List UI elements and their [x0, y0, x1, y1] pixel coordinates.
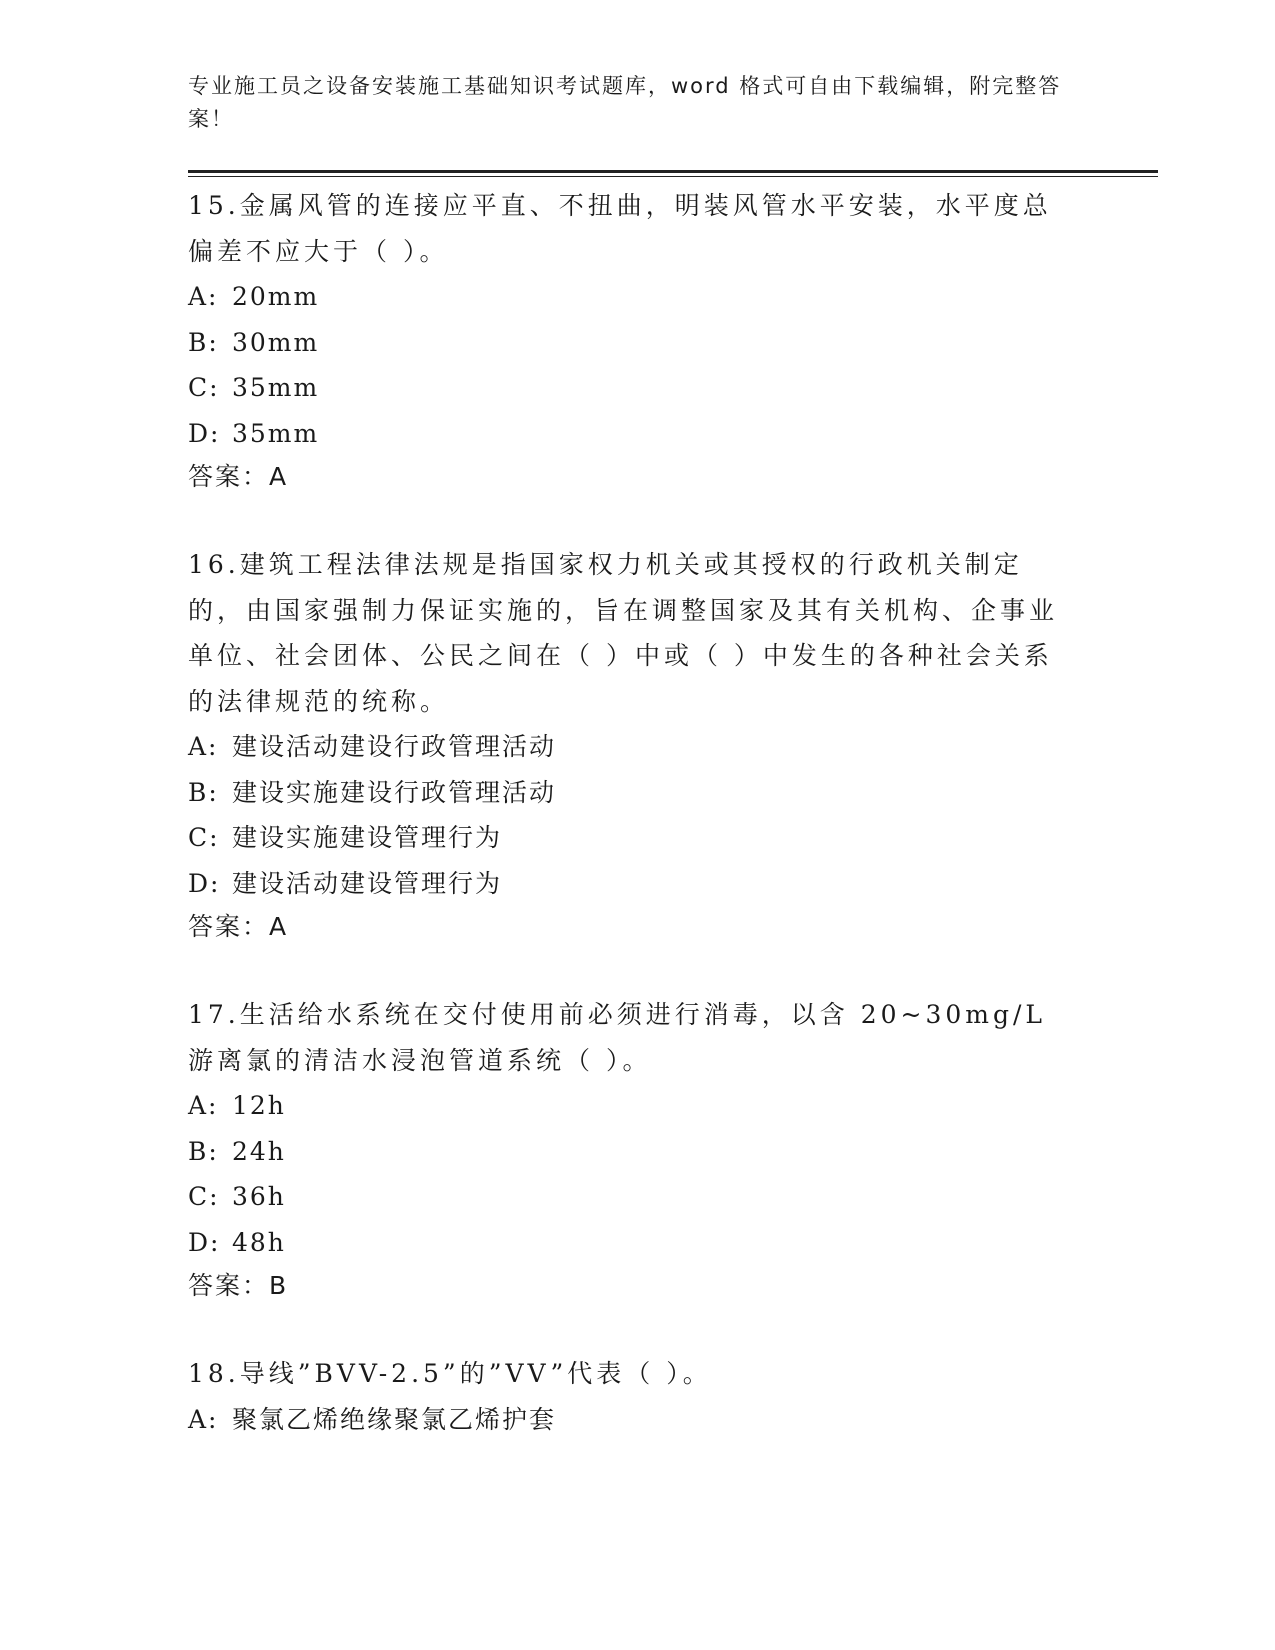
question-stem: 17.生活给水系统在交付使用前必须进行消毒，以含 20~30mg/L 游离氯的清洁水浸泡管道系统（ ）。 — [188, 1000, 1047, 1075]
answer-line: 答案：A — [188, 462, 289, 491]
option-d — [188, 1220, 1158, 1266]
option-text: 48h — [232, 1227, 286, 1257]
option-text: 建设活动建设行政管理活动 — [232, 732, 557, 761]
option-a — [188, 1083, 1158, 1129]
option-letter: D: — [188, 868, 221, 898]
question-15 — [188, 183, 1158, 498]
option-text: 30mm — [232, 327, 320, 357]
option-text: 35mm — [232, 373, 320, 402]
option-b — [188, 1129, 1158, 1175]
option-letter: C: — [188, 823, 220, 852]
option-letter: D: — [188, 418, 221, 448]
question-17 — [188, 992, 1158, 1307]
question-stem: 15.金属风管的连接应平直、不扭曲，明装风管水平安装，水平度总偏差不应大于（ ）。 — [188, 191, 1052, 266]
question-stem: 18.导线”BVV-2.5”的”VV”代表（ ）。 — [188, 1359, 712, 1388]
option-text: 建设实施建设管理行为 — [232, 823, 503, 852]
option-b — [188, 320, 1158, 366]
question-18 — [188, 1351, 1158, 1442]
header-divider-thick — [188, 170, 1158, 173]
answer-line: 答案：B — [188, 1271, 289, 1300]
option-d — [188, 861, 1158, 907]
option-letter: B: — [188, 1136, 219, 1166]
option-text: 聚氯乙烯绝缘聚氯乙烯护套 — [232, 1404, 557, 1434]
option-b — [188, 770, 1158, 816]
question-stem: 16.建筑工程法律法规是指国家权力机关或其授权的行政机关制定的，由国家强制力保证实施的，旨在调整国家及其有关机构、企事业单位、社会团体、公民之间在（ ）中或（ ）中发生的各种社会关系的法律规范的统称。 — [188, 550, 1059, 716]
option-letter: C: — [188, 1182, 220, 1211]
option-text: 24h — [232, 1136, 286, 1166]
option-text: 20mm — [232, 282, 320, 311]
option-a — [188, 724, 1158, 770]
option-text: 12h — [232, 1091, 286, 1120]
document-header: 专业施工员之设备安装施工基础知识考试题库，word 格式可自由下载编辑，附完整答案！ — [188, 74, 1062, 131]
option-letter: A: — [188, 1404, 219, 1434]
header-divider-thin — [188, 176, 1158, 177]
answer-line: 答案：A — [188, 912, 289, 941]
option-a — [188, 1397, 1158, 1443]
question-16 — [188, 542, 1158, 948]
option-a — [188, 274, 1158, 320]
question-list — [188, 183, 1158, 1442]
option-letter: A: — [188, 1091, 219, 1120]
document-page — [188, 70, 1158, 1486]
option-c — [188, 365, 1158, 411]
option-text: 36h — [232, 1182, 286, 1211]
option-text: 建设活动建设管理行为 — [232, 868, 503, 898]
option-letter: D: — [188, 1227, 221, 1257]
option-c — [188, 1174, 1158, 1220]
option-letter: B: — [188, 327, 219, 357]
option-letter: A: — [188, 282, 219, 311]
option-letter: B: — [188, 777, 219, 807]
option-letter: A: — [188, 732, 219, 761]
option-d — [188, 411, 1158, 457]
option-text: 建设实施建设行政管理活动 — [232, 777, 557, 807]
option-c — [188, 815, 1158, 861]
option-text: 35mm — [232, 418, 320, 448]
option-letter: C: — [188, 373, 220, 402]
